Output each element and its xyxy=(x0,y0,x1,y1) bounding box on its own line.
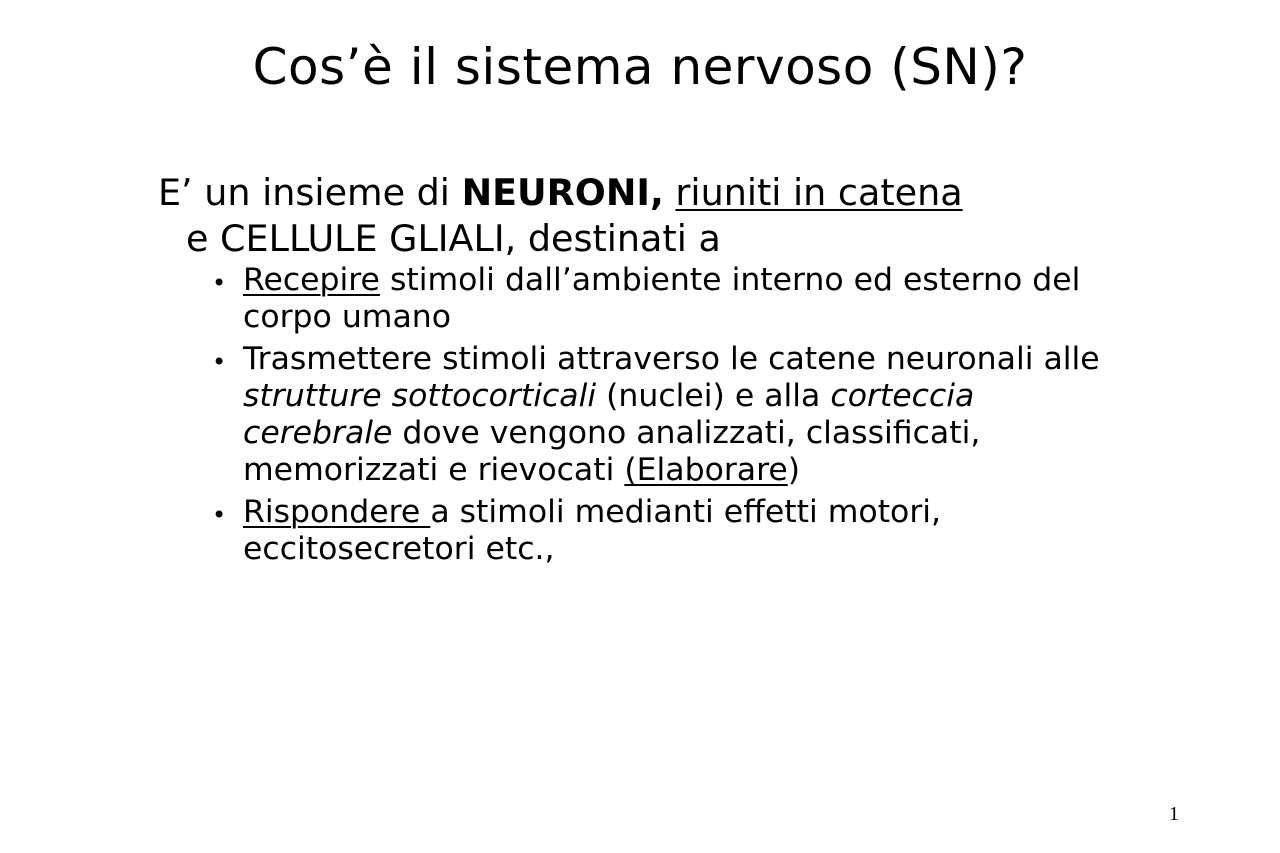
trasmettere-text-1: Trasmettere stimoli attraverso le catene neuronali alle xyxy=(243,341,1100,377)
slide-title: Cos’è il sistema nervoso (SN)? xyxy=(252,38,1028,96)
bullet-icon: • xyxy=(212,269,227,297)
intro-space xyxy=(664,171,676,214)
bullet-item-rispondere xyxy=(212,494,1112,568)
sottocorticali-italic: strutture sottocorticali xyxy=(243,378,597,414)
corteccia-italic: corteccia cerebrale xyxy=(243,378,975,451)
recepire-text: stimoli dall’ambiente interno ed esterno del corpo umano xyxy=(243,262,1081,335)
bullet-icon: • xyxy=(212,501,227,529)
rispondere-text: a stimoli medianti effetti motori, eccitosecretori etc., xyxy=(243,494,942,567)
intro-text-part: E’ un insieme di xyxy=(158,171,462,214)
trasmettere-end: ) xyxy=(787,452,801,488)
intro-line-2: e CELLULE GLIALI, destinati a xyxy=(186,217,721,260)
trasmettere-text-3: dove vengono analizzati, classificati, memorizzati e rievocati xyxy=(243,415,981,488)
riuniti-underlined-text: riuniti in catena xyxy=(675,171,963,214)
bullet-item-trasmettere xyxy=(212,341,1112,489)
elaborare-underlined: (Elaborare xyxy=(624,452,788,488)
bullet-icon: • xyxy=(212,348,227,376)
recepire-underlined: Recepire xyxy=(243,262,380,298)
page-number: 1 xyxy=(1169,803,1179,825)
intro-text xyxy=(158,170,1118,262)
bullet-list xyxy=(212,262,1112,573)
neuroni-bold-text: NEURONI, xyxy=(461,171,664,214)
trasmettere-text-2: (nuclei) e alla xyxy=(596,378,831,414)
rispondere-underlined: Rispondere xyxy=(243,494,431,530)
intro-line-1 xyxy=(158,170,1118,216)
bullet-item-recepire xyxy=(212,262,1112,336)
